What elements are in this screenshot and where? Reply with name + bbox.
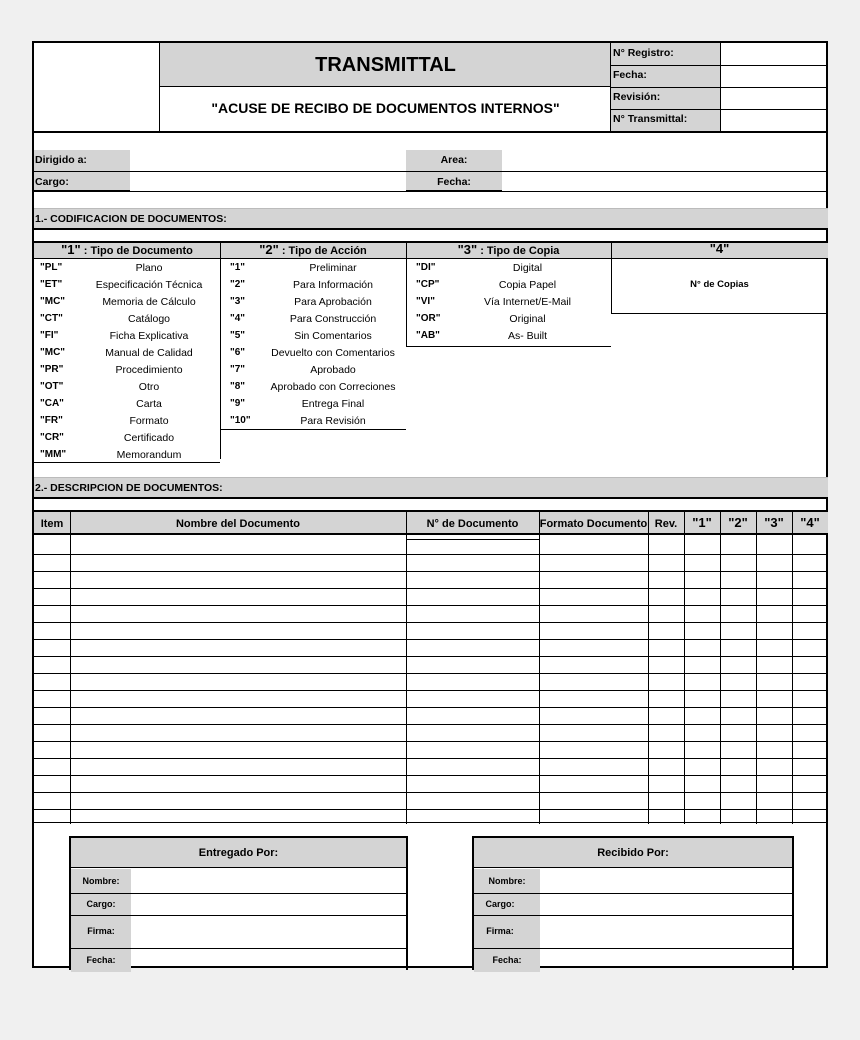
entregado-fecha-field[interactable] [131,948,406,972]
action-code: "2" [230,279,246,290]
table-row[interactable] [34,758,828,759]
action-name: Entrega Final [301,398,365,410]
table-row[interactable] [34,724,828,725]
copy-name: Vía Internet/E-Mail [484,296,571,308]
action-code: "6" [230,347,246,358]
copy-types-list [406,259,611,347]
col1-header-num: "1" [61,242,81,257]
table-row[interactable] [34,571,828,572]
copy-code: "OR" [416,313,441,324]
entregado-box [69,836,408,970]
recibido-nombre-field[interactable] [540,869,792,893]
action-name: Preliminar [309,262,357,274]
copy-name: Digital [512,262,543,274]
transmittal-form [32,41,828,968]
col-header-nombre: Nombre del Documento [175,518,301,530]
table-row[interactable] [34,809,828,810]
meta-value-registro[interactable] [722,43,828,65]
doc-code: "FI" [40,330,59,341]
entregado-title: Entregado Por: [198,847,279,859]
doc-code: "MC" [40,296,66,307]
doc-name: Memorandum [116,449,182,461]
col-header-4: "4" [800,515,820,530]
fecha-label: Fecha: [437,176,471,188]
table-row[interactable] [34,656,828,657]
recibido-fecha-label: Fecha: [492,955,522,965]
recibido-firma-label: Firma: [486,926,514,936]
doc-name: Catálogo [127,313,171,325]
recibido-cargo-label: Cargo: [485,899,515,909]
col3-header-num: "3" [457,242,478,257]
recibido-box [472,836,794,970]
col-header-item: Item [40,518,64,530]
subtitle-box [160,87,611,132]
section2-title: 2.- DESCRIPCION DE DOCUMENTOS: [35,482,223,494]
doc-name: Manual de Calidad [105,347,193,359]
action-name: Sin Comentarios [294,330,372,342]
doc-name: Carta [136,398,162,410]
area-field[interactable] [502,150,828,171]
doc-types-list [34,259,220,463]
action-code: "9" [230,398,246,409]
action-name: Para Información [293,279,373,291]
meta-label-revision: Revisión: [613,91,661,103]
entregado-nombre-field[interactable] [131,869,406,893]
copy-name: As- Built [507,330,548,342]
doc-name: Plano [135,262,163,274]
action-name: Para Revisión [300,415,366,427]
meta-label-registro: N° Registro: [613,47,674,59]
copy-code: "AB" [416,330,440,341]
col3-header-label: : Tipo de Copia [480,245,560,257]
doc-name: Memoria de Cálculo [102,296,196,308]
meta-value-revision[interactable] [722,87,828,109]
col-header-2: "2" [728,515,748,530]
copy-name: Original [509,313,546,325]
logo-box [34,43,160,132]
doc-code: "MC" [40,347,66,358]
meta-label-transmittal: N° Transmittal: [613,113,688,125]
doc-code: "CR" [40,432,64,443]
doc-code: "OT" [40,381,64,392]
col1-header-label: : Tipo de Documento [83,245,193,257]
table-row[interactable] [34,673,828,674]
action-code: "4" [230,313,246,324]
doc-name: Otro [138,381,160,393]
col4-label: N° de Copias [690,279,749,290]
copy-code: "CP" [416,279,440,290]
doc-code: "CT" [40,313,63,324]
action-name: Aprobado [310,364,356,376]
cargo-label: Cargo: [35,176,69,188]
meta-value-fecha[interactable] [722,65,828,87]
doc-name: Procedimiento [115,364,183,376]
action-name: Devuelto con Comentarios [271,347,395,359]
table-row[interactable] [34,741,828,742]
recipient-fecha-field[interactable] [502,172,828,191]
doc-code: "CA" [40,398,64,409]
cargo-field[interactable] [130,172,406,191]
table-row[interactable] [34,554,828,555]
doc-name: Certificado [123,432,175,444]
table-row[interactable] [34,588,828,589]
recibido-fecha-field[interactable] [540,948,792,972]
action-code: "7" [230,364,246,375]
col-header-3: "3" [764,515,784,530]
col3-header [406,242,611,259]
action-code: "5" [230,330,246,341]
col-header-rev: Rev. [654,518,678,530]
action-code: "10" [230,415,251,426]
action-code: "3" [230,296,246,307]
doc-code: "PL" [40,262,63,273]
col-header-formato: Formato Documento [539,518,648,530]
col1-header [34,242,220,259]
col2-header-label: : Tipo de Acción [281,245,367,257]
page-subtitle: "ACUSE DE RECIBO DE DOCUMENTOS INTERNOS" [211,100,560,116]
meta-value-transmittal[interactable] [722,109,828,132]
action-name: Para Construcción [289,313,377,325]
copy-code: "VI" [416,296,435,307]
section1-title: 1.- CODIFICACION DE DOCUMENTOS: [35,213,227,225]
doc-code: "ET" [40,279,63,290]
entregado-firma-field[interactable] [131,915,406,948]
copy-code: "DI" [416,262,436,273]
documents-table [34,510,828,823]
dirigido-field[interactable] [130,150,406,171]
recibido-cargo-field[interactable] [540,893,792,915]
entregado-cargo-field[interactable] [131,893,406,915]
doc-name: Ficha Explicativa [109,330,189,342]
dirigido-label: Dirigido a: [35,154,87,166]
doc-code: "MM" [40,449,67,460]
area-label: Area: [440,154,468,166]
page-title: TRANSMITTAL [315,54,456,76]
col2-header [220,242,406,259]
doc-code: "FR" [40,415,63,426]
recibido-title: Recibido Por: [597,847,669,859]
recibido-nombre-label: Nombre: [488,876,526,886]
table-row[interactable] [34,775,828,776]
table-row[interactable] [34,622,828,623]
col2-header-num: "2" [259,242,279,257]
doc-code: "PR" [40,364,64,375]
doc-name: Formato [129,415,169,427]
col-header-1: "1" [692,515,712,530]
table-row[interactable] [34,639,828,640]
doc-name: Especificación Técnica [95,279,203,291]
action-types-list [220,259,406,430]
table-row[interactable] [34,707,828,708]
col4-header: "4" [709,241,730,256]
copy-name: Copia Papel [498,279,557,291]
entregado-nombre-label: Nombre: [82,876,120,886]
entregado-cargo-label: Cargo: [86,899,116,909]
meta-table [611,43,828,132]
action-code: "1" [230,262,246,273]
action-name: Para Aprobación [294,296,372,308]
entregado-firma-label: Firma: [87,926,115,936]
meta-label-fecha: Fecha: [613,69,647,81]
table-row[interactable] [34,605,828,606]
action-code: "8" [230,381,246,392]
action-name: Aprobado con Correciones [270,381,396,393]
table-row[interactable] [34,690,828,691]
recibido-firma-field[interactable] [540,915,792,948]
col-header-numero: N° de Documento [426,518,519,530]
table-row[interactable] [34,792,828,793]
entregado-fecha-label: Fecha: [86,955,116,965]
